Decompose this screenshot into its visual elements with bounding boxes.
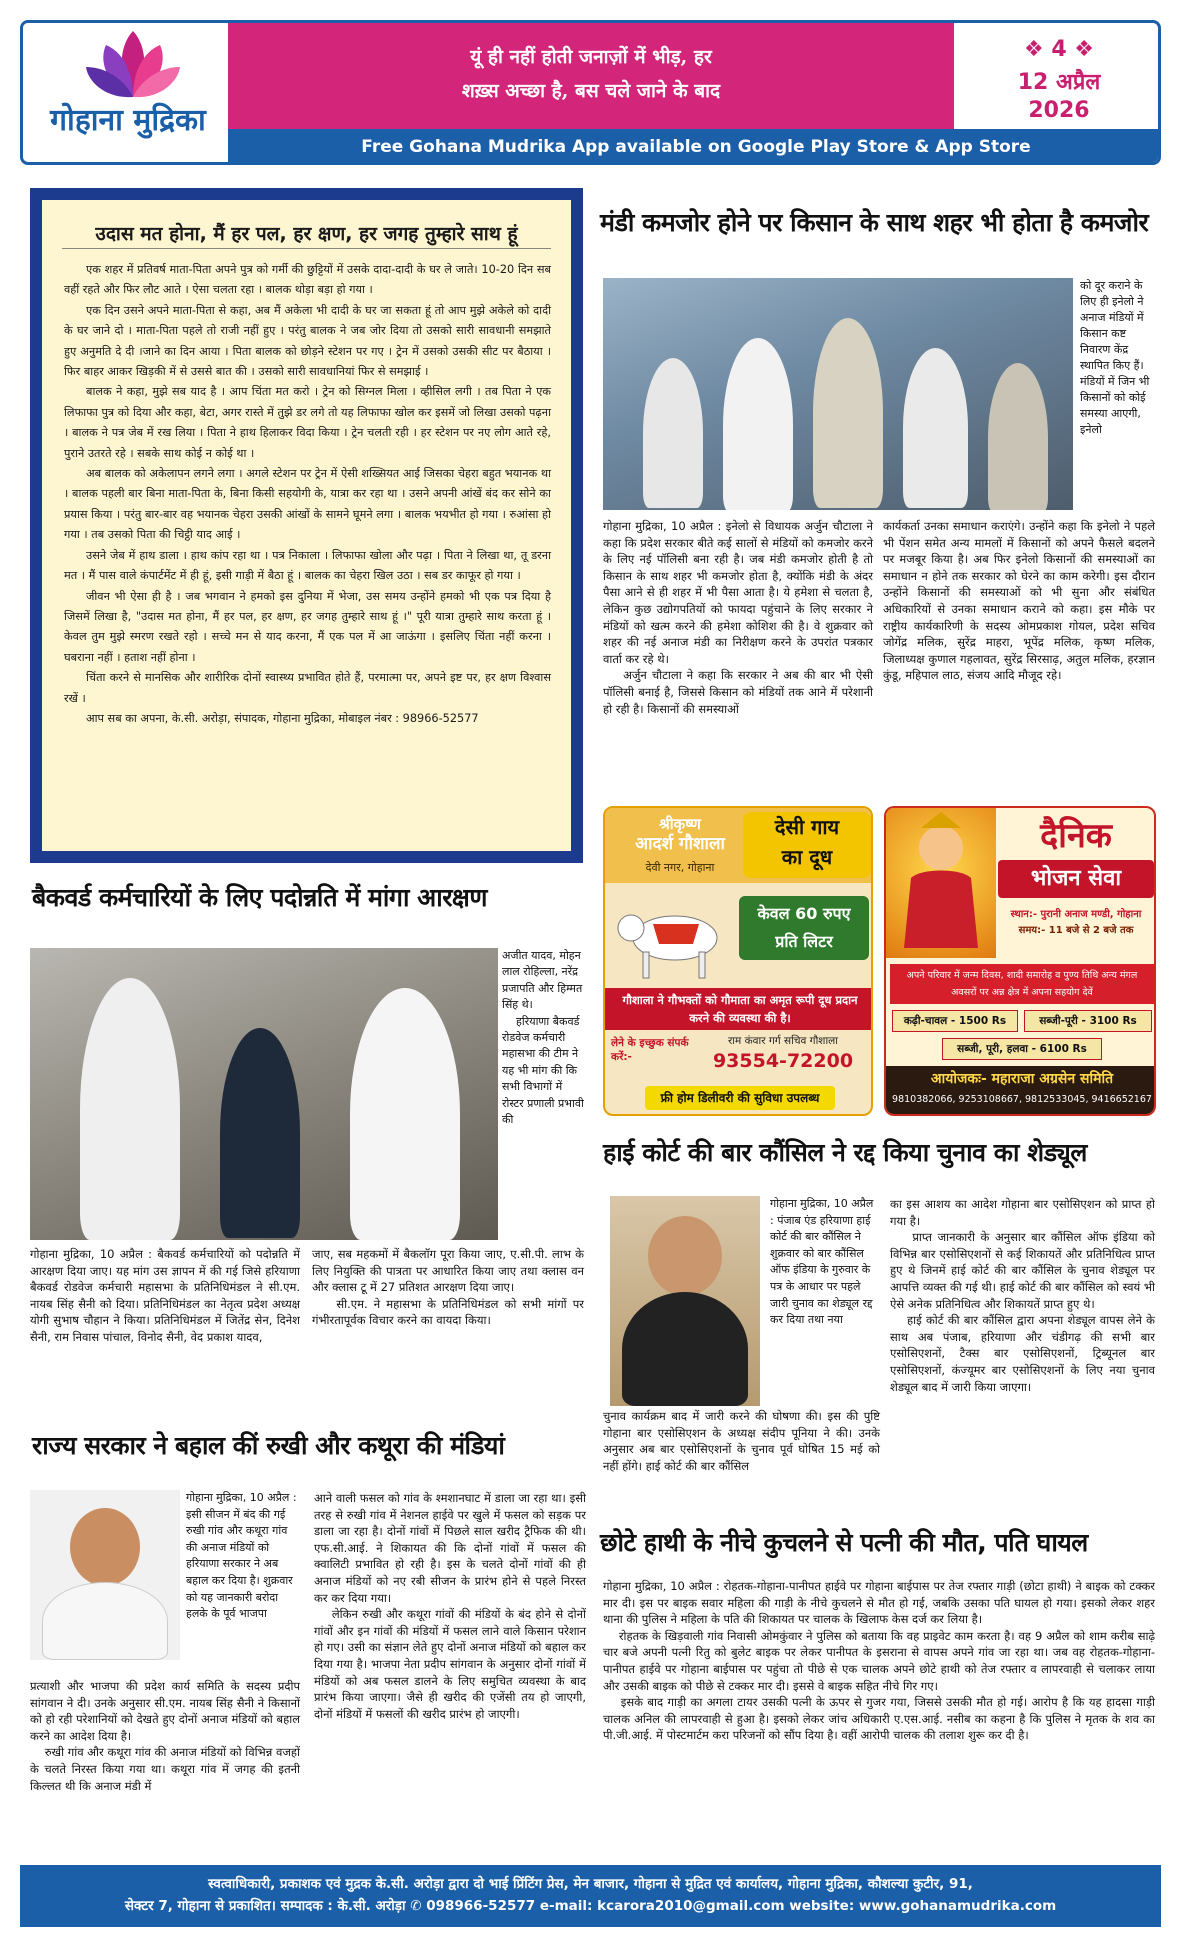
bhojan-title-2: भोजन सेवा [998, 860, 1154, 898]
quote-line-2: शख़्स अच्छा है, बस चले जाने के बाद [461, 80, 721, 102]
bhojan-organizer: आयोजकः- महाराजा अग्रसेन समिति [930, 1071, 1114, 1087]
gaushala-ad [603, 806, 873, 1116]
contact-phone[interactable]: 93554-72200 [712, 1050, 854, 1072]
bhojan-appeal: अपने परिवार में जन्म दिवस, शादी समारोह व पुण्य तिथि अन्य मंगल अवसरों पर अन्न क्षेत्र में अपना सहयोग देवें [890, 964, 1154, 1004]
gaushala-tagline: गौशाला ने गौभक्तों को गौमाता का अमृत रूपी दूध प्रदान करने की व्यवस्था की है। [605, 988, 873, 1030]
gaushala-location: देवी नगर, गोहाना [645, 861, 715, 874]
contact-name: राम कंवार गर्ग सचिव गौशाला [727, 1035, 839, 1047]
story-box-inner [42, 200, 571, 851]
milk-line-2: का दूध [781, 845, 833, 869]
highcourt-column-top: गोहाना मुद्रिका, 10 अप्रैल : पंजाब एंड हरियाणा हाई कोर्ट की बार कौंसिल ने शुक्रवार को बार कौंसिल ऑफ इंडिया के गुरुवार के पत्र के आधार पर पहले जारी चुनाव का शेड्यूल रद्द कर दिया तथा नया [770, 1197, 877, 1327]
gaushala-name [615, 814, 745, 854]
mandi-headline: मंडी कमजोर होने पर किसान के साथ शहर भी होता है कमजोर [600, 208, 1149, 237]
highcourt-photo [610, 1196, 760, 1406]
gaushala-name-2: आदर्श गौशाला [635, 834, 725, 854]
backward-photo [30, 948, 498, 1240]
cow-icon [613, 890, 733, 985]
backward-column-2: जाए, सब महकमों में बैकलॉग पूरा किया जाए, ए.सी.पी. लाभ के लिए नियुक्ति की पात्रता पर आधारित किया जाए तथा क्लास वन और क्लास टू में 27 प्रतिशत आरक्षण दिया जाए। सी.एम. ने महासभा के प्रतिनिधिमंडल को सभी मांगों पर गंभीरतापूर्वक विचार करने का वायदा किया। [312, 1247, 584, 1328]
accident-headline: छोटे हाथी के नीचे कुचलने से पत्नी की मौत, पति घायल [600, 1528, 1088, 1557]
masthead [20, 20, 1161, 165]
highcourt-headline: हाई कोर्ट की बार कौंसिल ने रद्द किया चुनाव का शेड्यूल [603, 1138, 1087, 1167]
footer-line-1: स्वत्वाधिकारी, प्रकाशक एवं मुद्रक के.सी. अरोड़ा द्वारा दो भाई प्रिंटिंग प्रेस, मेन बाजार, गोहाना से मुद्रित एवं कार्यालय, गोहाना मुद्रिका, कौशल्या कुटीर, 91, [208, 1876, 973, 1892]
menu-item-2: सब्जी-पूरी - 3100 Rs [1024, 1010, 1152, 1032]
story-body [64, 260, 551, 729]
accident-body: गोहाना मुद्रिका, 10 अप्रैल : रोहतक-गोहाना-पानीपत हाईवे पर गोहाना बाईपास पर तेज रफ्तार गाड़ी (छोटा हाथी) ने बाइक को टक्कर मार दी। इस पर बाइक सवार महिला की गाड़ी के नीचे कुचलने से मौत हो गई, जबकि उसका पति घायल हो गया। इसको लेकर शहर थाना की पुलिस ने महिला के पति की शिकायत पर चालक के खिलाफ केस दर्ज कर लिया है। रोहतक के खिड़वाली गांव निवासी ओमकुंवार ने पुलिस को बताया कि वह प्राइवेट काम करता है। वह 9 अप्रैल को शाम करीब साढ़े चार बजे अपनी पत्नी रितु को बुलेट बाइक पर लेकर पानीपत के इसराना से वापस अपने गांव जा रहा था। जब वह रोहतक-गोहाना-पानीपत हाईवे पर गोहाना बाईपास पर पहुंचा तो पीछे से एक चालक अपने छोटे हाथी को तेज रफ्तार व लापरवाही से चलाकर लाया और उसकी बाइक को पीछे से टक्कर मार दी। इससे वे बाइक सहित नीचे गिर गए। इसके बाद गाड़ी का अगला टायर उसकी पत्नी के ऊपर से गुजर गया, जिससे उसकी मौत हो गई। आरोप है कि यह हादसा गाड़ी चालक अनिल की लापरवाही से हुआ है। इसको लेकर जांच अधिकारी ए.एस.आई. नसीब का कहना है कि पुलिस ने मृतक के शव का पी.जी.आई. में पोस्टमार्टम करा परिजनों को सौंप दिया है। वहीं आरोपी चालक की तलाश शुरू कर दी है। [603, 1579, 1155, 1743]
lotus-logo-icon [78, 27, 188, 107]
story-title: उदास मत होना, मैं हर पल, हर क्षण, हर जगह तुम्हारे साथ हूं [95, 223, 518, 245]
backward-headline: बैकवर्ड कर्मचारियों के लिए पदोन्नति में मांगा आरक्षण [32, 883, 487, 912]
app-promo-bar[interactable]: Free Gohana Mudrika App available on Google Play Store & App Store [228, 129, 1161, 165]
mandi-column-1: गोहाना मुद्रिका, 10 अप्रैल : इनेलो से विधायक अर्जुन चौटाला ने कहा कि प्रदेश सरकार बीते कई सालों से मंडियों को कमजोर करने के लिए नई पॉलिसी बना रही है। जब मंडी कमजोर होती है तो किसान के साथ शहर भी कमजोर होता है, क्योंकि मंडी के अंदर पैसा आने से ही शहर में भी पैसा आता है। ये हमेशा से चलता है, लेकिन कुछ उद्योगपतियों को फायदा पहुंचाने के लिए सरकार ने मंडियों को खत्म करने की हमेशा कोशिश की है। वे शुक्रवार को शहर की नई अनाज मंडी का निरीक्षण करने के उपरांत पत्रकार वार्ता कर रहे थे। अर्जुन चौटाला ने कहा कि सरकार ने अब की बार भी ऐसी पॉलिसी बनाई है, जिससे किसान को मंडियों तक आने में परेशानी हो रही है। किसानों की समस्याओं [603, 519, 874, 716]
bhojan-title-1: दैनिक [1040, 816, 1112, 856]
bhojan-time: समय:- 11 बजे से 2 बजे तक [1018, 925, 1134, 936]
mandi-column-2: कार्यकर्ता उनका समाधान कराएंगे। उन्होंने कहा कि इनेलो ने पहले भी पेंशन समेत अन्य मामलों में किसानों को अपने फैसले बदलने पर मजबूर किया है। अब फिर इनेलो किसानों की समस्याओं का समाधान न होने तक सरकार को घेरने का काम करेगी। इस दौरान उन्होंने किसानों की समस्याओं को भी सुना और संबंधित अधिकारियों से उनका समाधान कराने को कहा। इस मौके पर राष्ट्रीय कार्यकारिणी के सदस्य ओमप्रकाश गोयल, प्रदेश सचिव जोगेंद्र मलिक, सुरेंद्र माहरा, भूपेंद्र मलिक, कृष्ण मलिक, जिलाध्यक्ष कुणाल गहलावत, सुरेंद्र सिरसाढ़, अतुल मलिक, हरज्ञान कुंडू, महिपाल लाठ, संजय आदि मौजूद रहे। [883, 519, 1159, 683]
backward-side-text: अजीत यादव, मोहन लाल रोहिल्ला, नरेंद्र प्रजापति और हिम्मत सिंह थे। हरियाणा बैकवर्ड रोडवेज कर्मचारी महासभा की टीम ने यह भी मांग की कि सभी विभागों में रोस्टर प्रणाली प्रभावी की [502, 949, 584, 1127]
highcourt-column-bottom: चुनाव कार्यक्रम बाद में जारी करने की घोषणा की। इस की पुष्टि गोहाना बार एसोसिएशन के अध्यक्ष संदीप पूनिया ने की। उनके अनुसार अब बार एसोसिएशनों के चुनाव पूर्व घोषित 15 मई को नहीं होंगे। हाई कोर्ट की बार कौंसिल [603, 1409, 884, 1473]
story-box [30, 188, 583, 863]
deity-icon [886, 808, 996, 958]
rukhi-column-2: आने वाली फसल को गांव के श्मशानघाट में डाला जा रहा था। इसी तरह से रुखी गांव में नेशनल हाईवे पर खुले में फसल को सड़क पर डाला जा रहा है। दोनों गांवों में पिछले साल खरीद ट्रैफिक की थी। एफ.सी.आई. ने शिकायत की कि दोनों गांवों में फसल की क्वालिटी प्रभावित हो रही है। इस के चलते दोनों गांवों की ही अनाज मंडियों को नए रबी सीजन के प्रारंभ होने से पहले निरस्त कर कर दिया गया। लेकिन रुखी और कथूरा गांवों की मंडियों के बंद होने से दोनों गांवों और इन गांवों की मंडियों में फसल लाने वाले किसान परेशान हो गए। उसी का संज्ञान लेते हुए दोनों अनाज मंडियों को बहाल कर दिया गया है। भाजपा नेता प्रदीप सांगवान के अनुसार दोनों गांवों में मंडियों को अब फसल डालने के लिए समुचित व्यवस्था के बाद प्रारंभ किया जाएगा। जैसे ही खरीद की एजेंसी तय हो जाएगी, दोनों मंडियों में फसलों की खरीद प्रारंभ हो जाएगी। [314, 1491, 587, 1721]
backward-column-1: गोहाना मुद्रिका, 10 अप्रैल : बैकवर्ड कर्मचारियों को पदोन्नति में आरक्षण दिया जाए। यह मांग उस ज्ञापन में की गई जिसे हरियाणा बैकवर्ड रोडवेज कर्मचारी महासभा के प्रतिनिधिमंडल ने सी.एम. नायब सिंह सैनी को दिया। प्रतिनिधिमंडल का नेतृत्व प्रदेश अध्यक्ष योगी सुभाष चौहान ने किया। प्रतिनिधिमंडल में जितेंद्र सेन, दिनेश सैनी, राम निवास पांचाल, विनोद सैनी, वेद प्रकाश यादव, [30, 1247, 304, 1344]
story-paragraph: एक दिन उसने अपने माता-पिता से कहा, अब मैं अकेला भी दादी के घर जा सकता हूं तो आप मुझे अकेले को दादी के घर जाने दो । माता-पिता पहले तो राजी नहीं हुए । परंतु बालक ने जब जोर दिया तो उसको सारी सावधानी समझाते हुए अनुमति दे दी ।जाने का दिन आया । पिता बालक को छोड़ने स्टेशन पर गए । ट्रेन में उसको उसकी सीट पर बैठाया । फिर बाहर आकर खिड़की में से उससे बात की । उसको सारी सावधानियां फिर से समझाई । [64, 303, 551, 379]
rukhi-column-1: प्रत्याशी और भाजपा की प्रदेश कार्य समिति के सदस्य प्रदीप सांगवान ने दी। उनके अनुसार सी.एम. नायब सिंह सैनी ने किसानों को हो रही परेशानियों को देखते हुए दोनों अनाज मंडियों को बहाल करने का आदेश दिया है। रुखी गांव और कथूरा गांव की अनाज मंडियों को विभिन्न वजहों के चलते निरस्त किया गया था। कथूरा गांव में जगह की इतनी किल्लत थी कि अनाज मंडी में [30, 1679, 300, 1793]
issue-date: 12 अप्रैल [1017, 70, 1101, 95]
free-delivery-badge: फ्री होम डिलीवरी की सुविधा उपलब्ध [645, 1086, 835, 1110]
rukhi-photo [30, 1490, 180, 1660]
rukhi-side-text: गोहाना मुद्रिका, 10 अप्रैल : इसी सीजन में बंद की गई रुखी गांव और कथूरा गांव की अनाज मंडियों को हरियाणा सरकार ने अब बहाल कर दिया है। शुक्रवार को यह जानकारी बरोदा हलके के पूर्व भाजपा [186, 1491, 301, 1621]
story-paragraph: अब बालक को अकेलापन लगने लगा । अगले स्टेशन पर ट्रेन में ऐसी शख्सियत आई जिसका चेहरा बहुत भयानक था । बालक पहली बार बिना माता-पिता के, बिना किसी सहयोगी के, यात्रा कर रहा था । उसने अपनी आंखें बंद कर सोने का प्रयास किया । परंतु बार-बार वह भयानक चेहरा उसकी आंखों के सामने घूमने लगा । बालक भयभीत हो गया । रुआंसा हो गया । तब उसको पिता की चिट्ठी याद आई । [64, 467, 551, 542]
milk-unit: प्रति लिटर [775, 932, 833, 951]
highcourt-column-2: का इस आशय का आदेश गोहाना बार एसोसिएशन को प्राप्त हो गया है। प्राप्त जानकारी के अनुसार बार कौंसिल ऑफ इंडिया को विभिन्न बार एसोसिएशनों से कई शिकायतें और प्रतिनिधित्व प्राप्त हुए थे जिनमें हाई कोर्ट की बार कौंसिल के चुनाव शेड्यूल पर आपत्ति व्यक्त की गई थी। हाई कोर्ट की बार कौंसिल को स्वयं भी ऐसे अनेक प्रतिनिधित्व और शिकायतें प्राप्त हुए थे। हाई कोर्ट की बार कौंसिल द्वारा अपना शेड्यूल वापस लेने के साथ अब पंजाब, हरियाणा और चंडीगढ़ की सभी बार एसोसिएशनों, टैक्स बार एसोसिएशनों, ट्रिब्यूनल बार एसोसिएशनों, कंज्यूमर बार एसोसिएशनों के लिए नया चुनाव शेड्यूल बाद में जारी किया जाएगा। [890, 1197, 1155, 1394]
menu-item-1: कढ़ी-चावल - 1500 Rs [892, 1010, 1018, 1032]
bhojan-organizer-bar [886, 1066, 1156, 1116]
quote-line-1: यूं ही नहीं होती जनाज़ों में भीड़, हर [470, 46, 712, 68]
story-paragraph: एक शहर में प्रतिवर्ष माता-पिता अपने पुत्र को गर्मी की छुट्टियों में उसके दादा-दादी के घर ले जाते। 10-20 दिन सब वहीं रहते और फिर लौट आते । ऐसा चलता रहा । बालक थोड़ा बड़ा हो गया । [64, 263, 551, 297]
story-paragraph: चिंता करने से मानसिक और शारीरिक दोनों स्वास्थ्य प्रभावित होते हैं, परमात्मा पर, अपने इष्ट पर, हर क्षण विश्वास रखें । [64, 671, 551, 705]
mandi-side-text: को दूर कराने के लिए ही इनेलो ने अनाज मंडियों में किसान कष्ट निवारण केंद्र स्थापित किए हैं। मंडियों में जिन भी किसानों को कोई समस्या आएगी, इनेलो [1080, 279, 1153, 436]
logo-text: गोहाना मुद्रिका [50, 103, 206, 138]
milk-price-badge [739, 896, 869, 960]
page-number: ❖ 4 ❖ [1023, 37, 1095, 62]
story-paragraph: उसने जेब में हाथ डाला । हाथ कांप रहा था । पत्र निकाला । लिफाफा खोला और पढ़ा । पिता ने लिखा था, तू डरना मत । मैं पास वाले कंपार्टमेंट में ही हूं, इसी गाड़ी में बैठा हूं । बालक का चेहरा खिल उठा । सब डर काफूर हो गया । [64, 548, 551, 583]
gaushala-name-1: श्रीकृष्ण [659, 815, 701, 833]
footer-line-2: सेक्टर 7, गोहाना से प्रकाशित। सम्पादक : के.सी. अरोड़ा ✆ 098966-52577 e-mail: kcarora2010@gmail.com website: www.gohanamudrika.com [124, 1898, 1057, 1914]
story-signature: आप सब का अपना, के.सी. अरोड़ा, संपादक, गोहाना मुद्रिका, मोबाइल नंबर : 98966-52577 [86, 711, 479, 725]
contact-label: लेने के इच्छुक संपर्क करें:- [611, 1037, 689, 1063]
deity-illustration [886, 808, 996, 958]
footer-imprint [20, 1865, 1161, 1927]
story-paragraph: जीवन भी ऐसा ही है । जब भगवान ने हमको इस दुनिया में भेजा, उस समय उन्होंने हमको भी एक पत्र दिया है जिसमें लिखा है, "उदास मत होना, मैं हर पल, हर क्षण, हर जगह तुम्हारे साथ हूं ।" पूरी यात्रा तुम्हारे साथ करता हूं । केवल तुम मुझे स्मरण रखते रहो । सच्चे मन से याद करना, मैं एक पल में आ जाऊंगा । इसलिए चिंता नहीं करना । घबराना नहीं । हताश नहीं होना । [64, 589, 551, 664]
menu-item-3: सब्जी, पूरी, हलवा - 6100 Rs [942, 1038, 1102, 1060]
rukhi-headline: राज्य सरकार ने बहाल कीं रुखी और कथूरा की मंडियां [32, 1431, 505, 1460]
bhojan-seva-ad [884, 806, 1156, 1116]
story-paragraph: बालक ने कहा, मुझे सब याद है । आप चिंता मत करो । ट्रेन को सिग्नल मिला । व्हीसिल लगी । तब पिता ने एक लिफाफा पुत्र को दिया और कहा, बेटा, अगर रास्ते में तुझे डर लगे तो यह लिफाफा खोल कर इसमें जो लिखा उसको पढ़ना । बालक ने पत्र जेब में रख लिया । पिता ने हाथ हिलाकर विदा किया । ट्रेन चलती रही । हर स्टेशन पर नए लोग आते रहे, पुराने उतरते रहे । सबके साथ कोई न कोई था । [64, 385, 551, 460]
story-divider [62, 248, 551, 249]
issue-year: 2026 [1028, 98, 1090, 123]
bhojan-phones[interactable]: 9810382066, 9253108667, 9812533045, 9416652167 [892, 1094, 1152, 1105]
milk-price: केवल 60 रुपए [757, 904, 851, 923]
milk-line-1: देसी गाय [774, 815, 840, 839]
date-box [954, 23, 1161, 129]
bhojan-place: स्थान:- पुरानी अनाज मण्डी, गोहाना [1010, 909, 1142, 920]
mandi-photo [603, 278, 1073, 510]
masthead-quote [228, 23, 954, 129]
logo [23, 23, 228, 155]
desi-milk-badge [743, 812, 871, 878]
